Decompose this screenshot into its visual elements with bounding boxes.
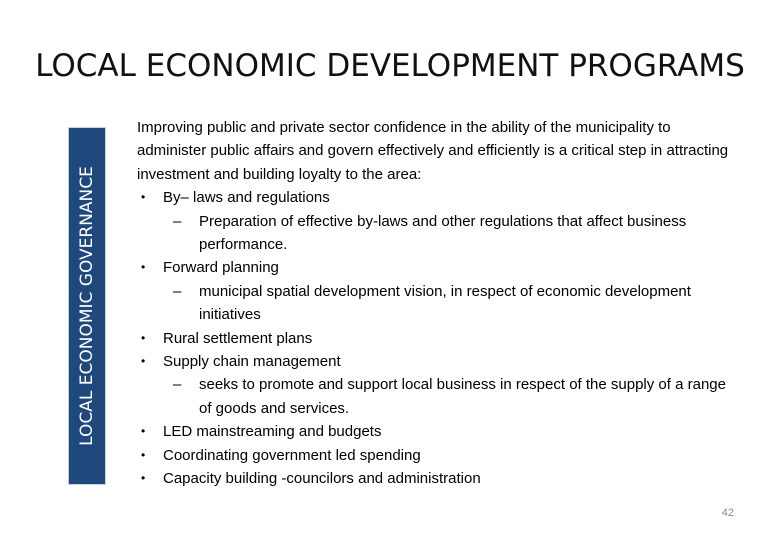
intro-paragraph: Improving public and private sector confidence in the ability of the municipality to administer public affairs and govern effectively and efficiently is a critical step in attracting investment and building loyalty to the area:: [137, 119, 729, 183]
bullet-text: By– laws and regulations: [163, 189, 330, 207]
sub-bullet-list: [163, 373, 737, 420]
bullet-text: Capacity building -councilors and administration: [163, 470, 481, 488]
bullet-item: [137, 420, 737, 443]
slide-body: [137, 116, 737, 491]
bullet-list: [137, 186, 737, 490]
bullet-text: LED mainstreaming and budgets: [163, 423, 382, 441]
sub-bullet-item: – municipal spatial development vision, in respect of economic development initiatives: [167, 280, 737, 327]
bullet-text: Forward planning: [163, 259, 279, 277]
bullet-item: [137, 327, 737, 350]
bullet-text: Coordinating government led spending: [163, 446, 421, 464]
bullet-item: [137, 256, 737, 326]
sub-bullet-item: – seeks to promote and support local business in respect of the supply of a range of goods and services.: [167, 373, 737, 420]
bullet-item: [137, 444, 737, 467]
bullet-text: Rural settlement plans: [163, 329, 313, 347]
side-banner-label: LOCAL ECONOMIC GOVERNANCE: [77, 166, 97, 446]
bullet-text: Supply chain management: [163, 353, 341, 371]
bullet-item: [137, 186, 737, 256]
sub-bullet-item: – Preparation of effective by-laws and other regulations that affect business performance.: [167, 210, 737, 257]
side-banner: [68, 127, 106, 485]
bullet-item: [137, 467, 737, 490]
bullet-item: [137, 350, 737, 420]
sub-bullet-list: [163, 280, 737, 327]
page-number: 42: [721, 507, 734, 519]
sub-bullet-list: [163, 210, 737, 257]
slide-title: LOCAL ECONOMIC DEVELOPMENT PROGRAMS: [35, 48, 745, 84]
